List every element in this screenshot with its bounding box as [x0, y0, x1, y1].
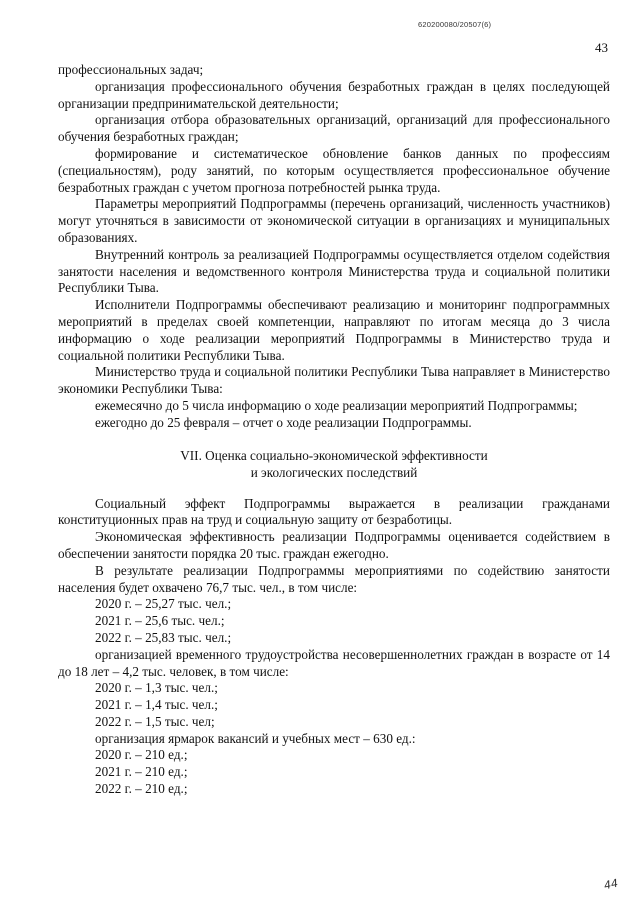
paragraph: Внутренний контроль за реализацией Подпрограммы осуществляется отделом содействия занятости населения и ведомственного контроля Министерства труда и социальной политики Республики Тыва.	[58, 246, 610, 296]
paragraph: Исполнители Подпрограммы обеспечивают реализацию и мониторинг подпрограммных мероприятий в пределах своей компетенции, направляют по итогам месяца до 3 числа информацию о ходе реализации мероприятий Подпрограммы в Министерство труда и социальной политики Республики Тыва.	[58, 297, 610, 363]
paragraph: В результате реализации Подпрограммы мероприятиями по содействию занятости населения будет охвачено 76,7 тыс. чел., в том числе:	[58, 562, 610, 595]
list-item: 2020 г. – 1,3 тыс. чел.;	[95, 680, 218, 696]
year-list-employment	[58, 596, 610, 646]
page-number: 43	[595, 40, 608, 55]
list-item: 2022 г. – 1,5 тыс. чел;	[95, 713, 215, 729]
paragraph: Министерство труда и социальной политики Республики Тыва направляет в Министерство экономики Республики Тыва:	[58, 364, 610, 397]
handwritten-page-mark: 44	[602, 876, 620, 893]
list-item: 2022 г. – 25,83 тыс. чел.;	[95, 629, 232, 645]
list-item: 2021 г. – 25,6 тыс. чел.;	[95, 613, 225, 629]
paragraph: организация профессионального обучения безработных граждан в целях последующей организации предпринимательской деятельности;	[58, 78, 610, 111]
section-title	[58, 447, 610, 481]
year-list-minors	[58, 680, 610, 730]
list-item: 2021 г. – 1,4 тыс. чел.;	[95, 697, 218, 713]
list-item: 2022 г. – 210 ед.;	[95, 781, 188, 797]
paragraph: профессиональных задач;	[58, 62, 204, 77]
paragraph: ежемесячно до 5 числа информацию о ходе реализации мероприятий Подпрограммы;	[95, 397, 578, 413]
section-title-line1: VII. Оценка социально-экономической эффективности	[180, 447, 488, 463]
document-body	[58, 62, 610, 798]
paragraph: Параметры мероприятий Подпрограммы (перечень организаций, численность участников) могут уточняться в зависимости от экономической ситуации в организациях и муниципальных образованиях.	[58, 196, 610, 245]
section-title-line2: и экологических последствий	[250, 464, 418, 480]
year-list-fairs	[58, 747, 610, 797]
list-item: 2021 г. – 210 ед.;	[95, 764, 188, 780]
paragraph: формирование и систематическое обновление банков данных по профессиям (специальностям), роду занятий, по которым осуществляется профессиональное обучение безработных граждан с учетом прогноза потребностей рынка труда.	[58, 145, 610, 195]
paragraph: Экономическая эффективность реализации Подпрограммы оценивается содействием в обеспечении занятости порядка 20 тыс. граждан ежегодно.	[58, 529, 610, 561]
paragraph: организацией временного трудоустройства несовершеннолетних граждан в возрасте от 14 до 18 лет – 4,2 тыс. человек, в том числе:	[58, 646, 610, 679]
paragraph: организация отбора образовательных организаций, организаций для профессионального обучения безработных граждан;	[58, 112, 610, 145]
paragraph: ежегодно до 25 февраля – отчет о ходе реализации Подпрограммы.	[95, 414, 472, 430]
list-item: 2020 г. – 210 ед.;	[95, 747, 188, 763]
paragraph: Социальный эффект Подпрограммы выражается в реализации гражданами конституционных прав на труд и социальную защиту от безработицы.	[58, 495, 610, 528]
document-code: 620200080/20507(6)	[418, 20, 492, 29]
paragraph: организация ярмарок вакансий и учебных мест – 630 ед.:	[95, 730, 416, 746]
list-item: 2020 г. – 25,27 тыс. чел.;	[95, 596, 232, 612]
